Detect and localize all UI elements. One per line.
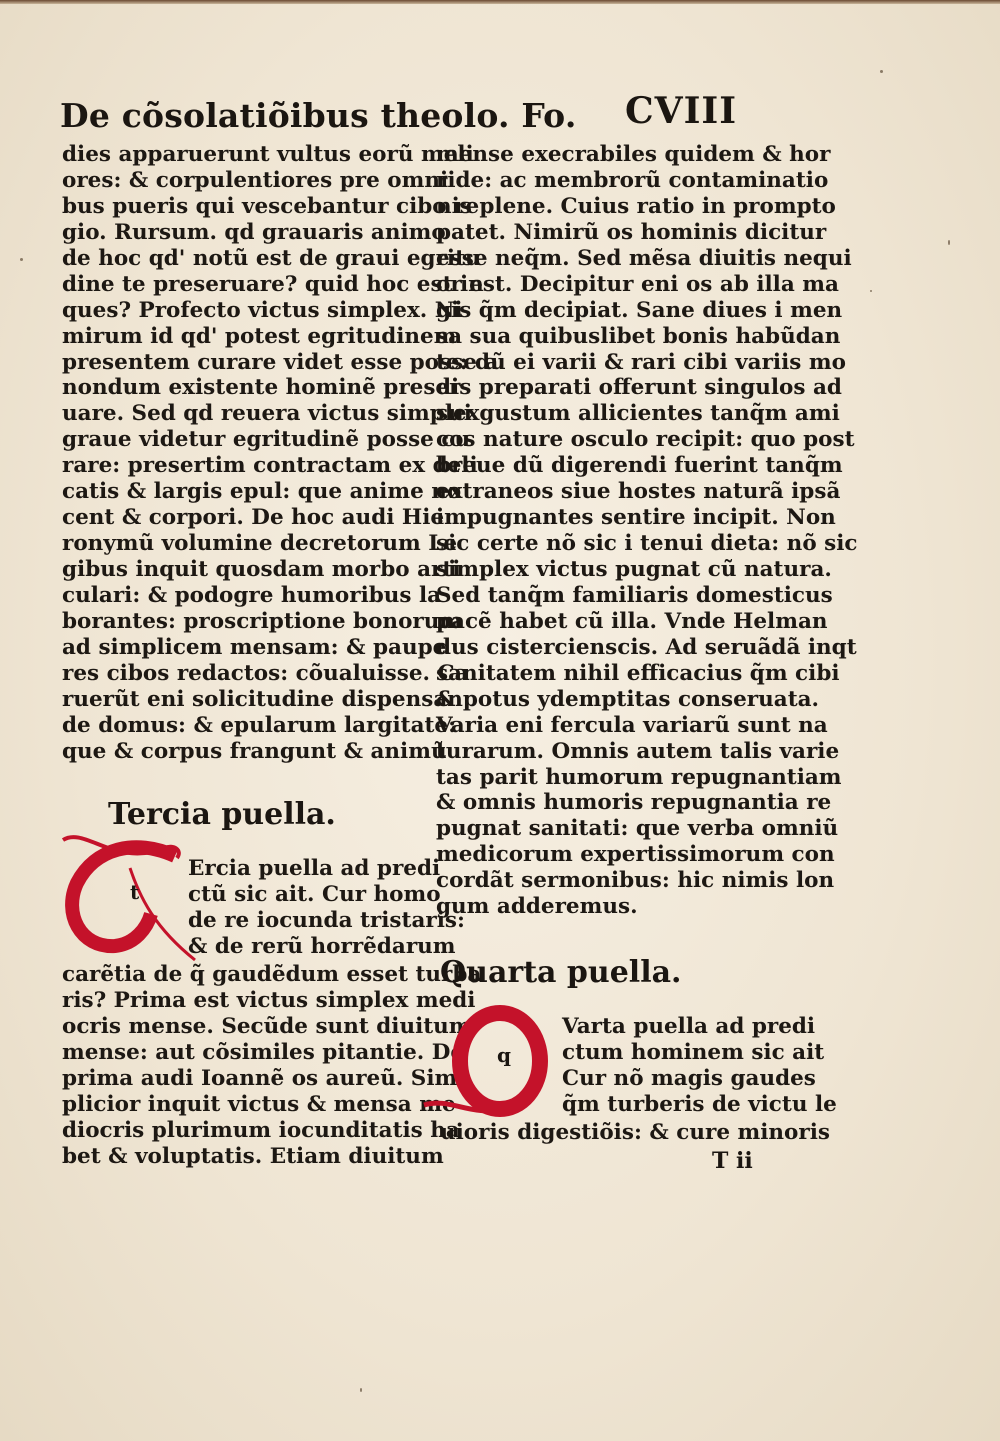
text-line: Varia eni fercula variarũ sunt na: [436, 712, 828, 738]
text-line: de re iocunda tristaris:: [188, 907, 465, 933]
text-line: esse neq̃m. Sed mẽsa diuitis nequi: [436, 245, 852, 271]
text-line: sic certe nõ sic i tenui dieta: nõ sic: [436, 531, 858, 557]
text-line: bet & voluptatis. Etiam diuitum: [62, 1143, 444, 1169]
right-column: [436, 142, 858, 920]
folio-number: CVIII: [625, 90, 738, 132]
paper-speck: [948, 240, 950, 245]
text-line: dus cistercienscis. Ad seruãdã inqt: [436, 634, 857, 660]
text-line: res cibos redactos: cõualuisse. Ca: [62, 660, 469, 686]
text-line: cent & corpori. De hoc audi Hie: [62, 505, 445, 531]
text-line: dis preparati offerunt singulos ad: [436, 375, 842, 401]
text-line: graue videtur egritudinẽ posse cu: [62, 427, 471, 453]
initial-t-icon: [55, 828, 200, 968]
text-line: gum adderemus.: [436, 894, 638, 920]
right-column-end: [440, 1120, 830, 1146]
text-line: Sed tanq̃m familiaris domesticus: [436, 582, 833, 608]
text-line: pugnat sanitati: que verba omniũ: [436, 816, 839, 842]
text-line: cordãt sermonibus: hic nimis lon: [436, 868, 835, 894]
text-line: catis & largis epul: que anime no: [62, 479, 462, 505]
text-line: prima audi Ioannẽ os aureũ. Sim: [62, 1065, 458, 1091]
text-line: ores: & corpulentiores pre omni: [62, 167, 449, 193]
text-line: sui gustum allicientes tanq̃m ami: [436, 401, 840, 427]
paper-speck: [870, 290, 872, 292]
text-line: ques? Profecto victus simplex. Ni: [62, 297, 463, 323]
text-line: gibus inquit quosdam morbo arti: [62, 557, 461, 582]
text-line: que & corpus frangunt & animũ: [62, 738, 447, 764]
text-line: de domus: & epularum largitate:: [62, 712, 457, 738]
text-line: presentem curare videt esse posse a: [62, 349, 499, 375]
text-line: simplex victus pugnat cũ natura.: [436, 557, 832, 582]
text-line: Varta puella ad predi: [562, 1014, 816, 1039]
text-line: & omnis humoris repugnantia re: [436, 790, 832, 816]
text-line: de hoc qd' notũ est de graui egritu: [62, 245, 481, 271]
text-line: mirum id qd' potest egritudinem: [62, 323, 457, 349]
paper-speck: [360, 1388, 362, 1392]
text-line: sanitatem nihil efficacius q̃m cibi: [436, 660, 840, 686]
text-line: sa sua quibuslibet bonis habũdan: [436, 323, 841, 349]
text-line: nondum existente hominẽ preser: [62, 375, 461, 401]
text-line: bus pueris qui vescebantur cibo re: [62, 193, 480, 219]
rubric-initial-t: [55, 828, 200, 972]
tercia-indented-lines: [188, 856, 465, 960]
text-line: te: dũ ei varii & rari cibi variis mo: [436, 349, 846, 375]
quarta-indented-lines: [562, 1014, 837, 1118]
text-line: or est. Decipitur eni os ab illa ma: [436, 271, 839, 297]
text-line: gio. Rursum. qd grauaris animo: [62, 219, 446, 245]
left-column-end: [62, 962, 481, 1170]
text-line: ris? Prima est victus simplex medi: [62, 987, 476, 1013]
text-line: turarum. Omnis autem talis varie: [436, 738, 840, 764]
text-line: ride: ac membrorũ contaminatio: [436, 167, 829, 193]
text-line: carẽtia de q̃ gaudẽdum esset turba: [62, 962, 482, 987]
text-line: mense: aut cõsimiles pitantie. De: [62, 1039, 465, 1065]
text-line: plicior inquit victus & mensa me: [62, 1091, 456, 1117]
text-line: patet. Nimirũ os hominis dicitur: [436, 219, 827, 245]
text-line: cos nature osculo recipit: quo post: [436, 427, 855, 453]
page-edge: [0, 0, 1000, 4]
text-line: ad simplicem mensam: & paupe: [62, 634, 447, 660]
initial-q-icon: [420, 1005, 560, 1125]
text-line: breue dũ digerendi fuerint tanq̃m: [436, 453, 843, 479]
section-heading-tercia: Tercia puella.: [108, 797, 336, 832]
text-line: & de rerũ horrẽdarum: [188, 933, 456, 959]
text-line: ocris mense. Secũde sunt diuitum: [62, 1013, 472, 1039]
text-line: uare. Sed qd reuera victus simplex: [62, 401, 480, 427]
text-line: & potus ydemptitas conseruata.: [436, 686, 820, 712]
text-line: extraneos siue hostes naturã ipsã: [436, 479, 841, 505]
text-line: gis q̃m decipiat. Sane diues i men: [436, 297, 843, 323]
rubric-initial-q: [420, 1005, 560, 1129]
text-line: ctum hominem sic ait: [562, 1039, 825, 1065]
text-line: impugnantes sentire incipit. Non: [436, 505, 836, 531]
text-line: borantes: proscriptione bonorum: [62, 608, 463, 634]
signature-mark: T ii: [712, 1148, 753, 1174]
guide-letter-q: q: [497, 1043, 511, 1067]
text-line: q̃m turberis de victu le: [562, 1091, 837, 1117]
text-line: tas parit humorum repugnantiam: [436, 764, 842, 790]
section-heading-quarta: Quarta puella.: [440, 955, 682, 990]
left-column: [62, 142, 499, 765]
text-line: ctũ sic ait. Cur homo: [188, 881, 441, 907]
text-line: ronymũ volumine decretorum Le: [62, 531, 458, 557]
text-line: medicorum expertissimorum con: [436, 842, 835, 868]
paper-speck: [20, 258, 23, 261]
text-line: culari: & podogre humoribus la: [62, 582, 442, 608]
guide-letter-t: t: [130, 880, 140, 904]
text-line: dies apparuerunt vultus eorũ meli: [62, 142, 474, 167]
text-line: diocris plurimum iocunditatis ha: [62, 1117, 460, 1143]
text-line: Ercia puella ad predi: [188, 856, 441, 881]
text-line: pacẽ habet cũ illa. Vnde Helman: [436, 608, 828, 634]
text-line: uioris digestiõis: & cure minoris: [440, 1120, 830, 1145]
text-line: rare: presertim contractam ex deli: [62, 453, 478, 479]
running-head: De cõsolatiõibus theolo. Fo.: [60, 96, 577, 135]
text-line: dine te preseruare? quid hoc est in: [62, 271, 484, 297]
text-line: mense execrabiles quidem & hor: [436, 142, 831, 167]
text-line: ruerũt eni solicitudine dispensan: [62, 686, 463, 712]
paper-speck: [880, 70, 883, 73]
text-line: Cur nõ magis gaudes: [562, 1065, 816, 1091]
text-line: nis plene. Cuius ratio in prompto: [436, 193, 836, 219]
